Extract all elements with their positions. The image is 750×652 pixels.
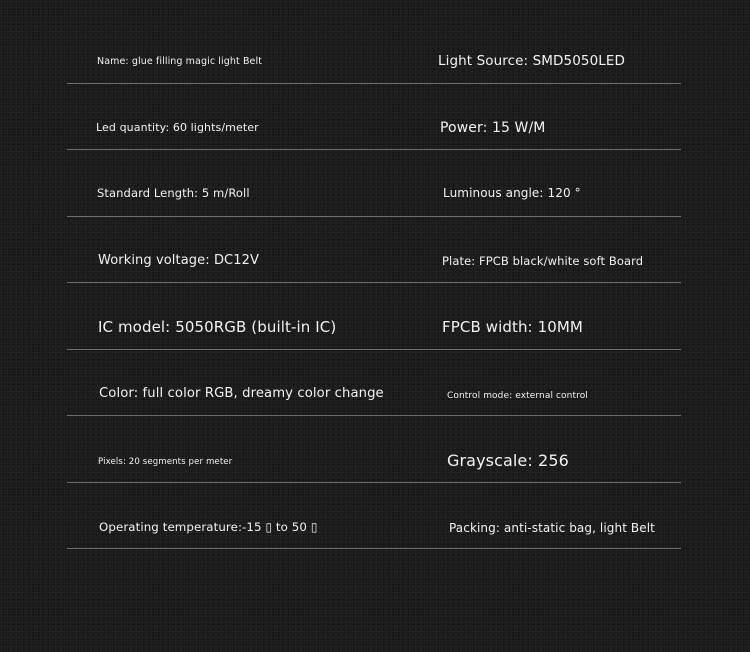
- spec-row-operating-temperature: [67, 483, 681, 550]
- spec-color-text: Color: full color RGB, dreamy color change: [99, 385, 384, 401]
- spec-grayscale-text: Grayscale: 256: [447, 451, 569, 470]
- spec-row-color: [67, 350, 681, 417]
- spec-color: [99, 387, 384, 400]
- spec-working-voltage: [98, 254, 259, 267]
- spec-plate-text: Plate: FPCB black/white soft Board: [442, 253, 644, 268]
- spec-fpcb-width: [442, 320, 583, 335]
- spec-operating-temperature-text: Operating temperature:-15 ▯ to 50 ▯: [99, 519, 318, 534]
- spec-row-ic-model: [67, 283, 681, 350]
- spec-grayscale: [447, 453, 569, 469]
- spec-row-standard-length: [67, 150, 681, 217]
- spec-light-source-text: Light Source: SMD5050LED: [438, 53, 626, 69]
- spec-packing: [449, 522, 655, 534]
- spec-fpcb-width-text: FPCB width: 10MM: [442, 318, 583, 336]
- spec-pixels: [98, 458, 232, 467]
- spec-ic-model-text: IC model: 5050RGB (built-in IC): [98, 318, 337, 336]
- spec-name-text: Name: glue filling magic light Belt: [97, 56, 263, 67]
- spec-name: [97, 57, 262, 67]
- spec-row-working-voltage: [67, 217, 681, 284]
- spec-control-mode: [447, 392, 588, 401]
- spec-working-voltage-text: Working voltage: DC12V: [98, 252, 259, 268]
- spec-standard-length-text: Standard Length: 5 m/Roll: [97, 186, 250, 200]
- spec-luminous-angle: [443, 187, 581, 199]
- spec-power-text: Power: 15 W/M: [440, 119, 546, 136]
- spec-pixels-text: Pixels: 20 segments per meter: [98, 457, 233, 467]
- spec-row-pixels: [67, 416, 681, 483]
- spec-control-mode-text: Control mode: external control: [447, 390, 588, 401]
- spec-table: [67, 17, 681, 549]
- spec-standard-length: [97, 188, 250, 200]
- spec-led-quantity-text: Led quantity: 60 lights/meter: [96, 120, 259, 134]
- spec-light-source: [438, 55, 625, 69]
- spec-packing-text: Packing: anti-static bag, light Belt: [449, 520, 655, 535]
- spec-plate: [442, 253, 644, 268]
- spec-row-name: [67, 17, 681, 84]
- spec-row-led-quantity: [67, 84, 681, 151]
- spec-operating-temperature: [99, 519, 318, 534]
- spec-power: [440, 121, 545, 135]
- spec-led-quantity: [96, 122, 259, 133]
- spec-luminous-angle-text: Luminous angle: 120 °: [443, 186, 581, 200]
- spec-ic-model: [98, 320, 336, 335]
